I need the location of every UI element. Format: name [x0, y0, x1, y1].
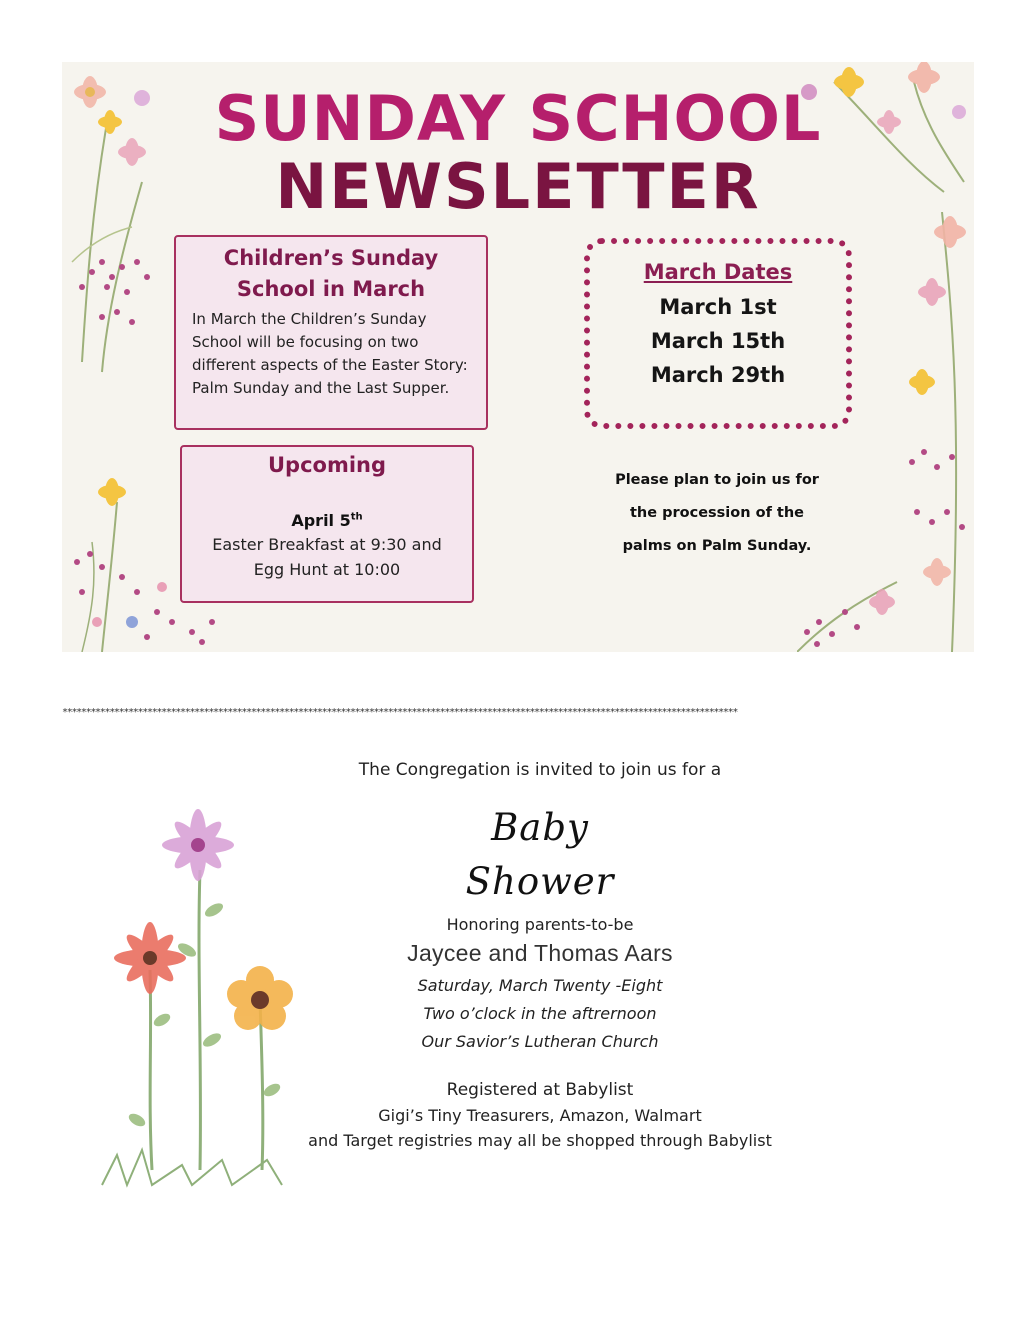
newsletter-title-line1: SUNDAY SCHOOL — [214, 82, 822, 155]
children-sunday-school-box — [174, 235, 488, 430]
upcoming-line1: Easter Breakfast at 9:30 and — [212, 535, 442, 554]
children-box-body: In March the Children’s Sunday School will be focusing on two different aspects of the Easter Story: Palm Sunday and the Last Supper. — [192, 310, 468, 397]
upcoming-date-text: April 5 — [291, 511, 351, 530]
march-date-3: March 29th — [650, 363, 786, 387]
shower-intro: The Congregation is invited to join us for a — [358, 760, 722, 780]
upcoming-date — [182, 511, 472, 530]
upcoming-heading: Upcoming — [267, 453, 387, 477]
shower-date: Saturday, March Twenty -Eight — [417, 976, 663, 995]
shower-location: Our Savior’s Lutheran Church — [421, 1032, 659, 1051]
upcoming-description — [182, 532, 472, 582]
upcoming-line2: Egg Hunt at 10:00 — [253, 560, 401, 579]
shower-registry-note: and Target registries may all be shopped through Babylist — [308, 1131, 772, 1150]
shower-title-line2: Shower — [465, 860, 615, 903]
march-date-1: March 1st — [659, 295, 777, 319]
shower-honoree-names: Jaycee and Thomas Aars — [407, 940, 673, 966]
note-line1: Please plan to join us for — [615, 472, 819, 488]
children-box-heading-line1: Children’s Sunday — [223, 246, 439, 270]
march-dates-heading: March Dates — [643, 260, 793, 284]
upcoming-box — [180, 445, 474, 603]
palm-sunday-note — [592, 464, 842, 563]
newsletter-title-line2: NEWSLETTER — [275, 150, 761, 223]
shower-registry-stores: Gigi’s Tiny Treasurers, Amazon, Walmart — [378, 1106, 702, 1125]
asterisk-divider: *********************************************************************************************************************************************** — [62, 707, 738, 718]
note-line3: palms on Palm Sunday. — [622, 538, 812, 554]
shower-registry-heading: Registered at Babylist — [446, 1080, 634, 1100]
shower-title-line1: Baby — [491, 806, 589, 849]
children-box-heading — [176, 237, 486, 305]
upcoming-date-suffix: th — [350, 511, 363, 523]
march-dates-box — [584, 238, 852, 429]
floral-illustration-right-bottom — [797, 562, 907, 652]
shower-honoring: Honoring parents-to-be — [446, 915, 634, 934]
children-box-heading-line2: School in March — [236, 277, 426, 301]
shower-time: Two o’clock in the aftrernoon — [423, 1004, 657, 1023]
newsletter-banner — [62, 62, 974, 652]
march-date-2: March 15th — [650, 329, 786, 353]
note-line2: the procession of the — [629, 505, 805, 521]
